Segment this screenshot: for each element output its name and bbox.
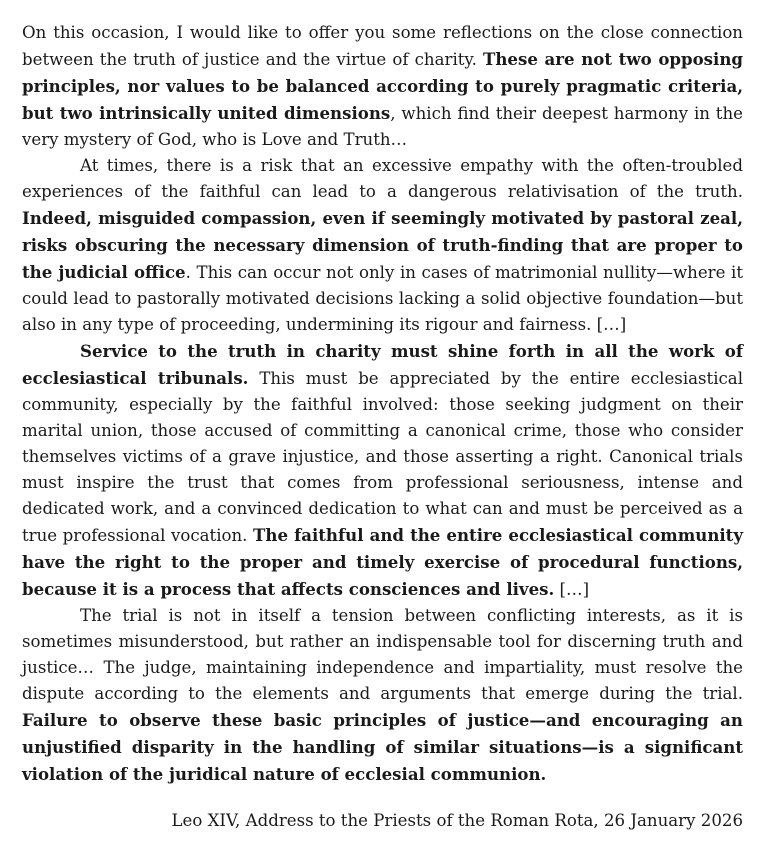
paragraph-2 [22,153,743,338]
paragraph-4-run-1: The trial is not in itself a tension between conflicting interests, as it is sometimes misunderstood, but rather an indispensable tool for discerning truth and justice… The judge, maintaining independence and impartiality, must resolve the dispute according to the elements and arguments that emerge during the trial. [22,606,743,703]
paragraph-1-bold-run: These are not two opposing principles, nor values to be balanced according to purely pragmatic criteria, but two intrinsically united dimensions [22,49,743,123]
paragraph-1-run-1: On this occasion, I would like to offer you some reflections on the close connection between the truth of justice and the virtue of charity. [22,23,743,69]
paragraph-3-bold-run-2: The faithful and the entire ecclesiastical community have the right to the proper and timely exercise of procedural functions, because it is a process that affects consciences and lives. [22,525,743,599]
paragraph-4-bold-run: Failure to observe these basic principles of justice—and encouraging an unjustified disparity in the handling of similar situations—is a significant violation of the juridical nature of ecclesial communion. [22,710,743,784]
paragraph-4 [22,603,743,788]
attribution: Leo XIV, Address to the Priests of the Roman Rota, 26 January 2026 [171,811,743,830]
paragraph-1 [22,20,743,153]
paragraph-3-run-4: […] [554,580,590,599]
paragraph-3 [22,338,743,603]
paragraph-3-run-2: This must be appreciated by the entire ecclesiastical community, especially by the faithful involved: those seeking judgment on their marital union, those accused of committing a canonical crime, those who consider themselves victims of a grave injustice, and those asserting a right. Canonical trials must inspire the trust that comes from professional seriousness, intense and dedicated work, and a convinced dedication to what can and must be perceived as a true professional vocation. [22,369,743,545]
paragraph-2-run-3: . This can occur not only in cases of matrimonial nullity—where it could lead to pastorally motivated decisions lacking a solid objective foundation—but also in any type of proceeding, undermining its rigour and fairness. […] [22,263,744,334]
paragraph-2-run-1: At times, there is a risk that an excessive empathy with the often-troubled experiences of the faithful can lead to a dangerous relativisation of the truth. [22,156,743,201]
paragraph-2-bold-run: Indeed, misguided compassion, even if seemingly motivated by pastoral zeal, risks obscuring the necessary dimension of truth-finding that are proper to the judicial office [22,208,743,282]
paragraph-3-bold-run-1: Service to the truth in charity must shine forth in all the work of ecclesiastical tribunals. [22,341,743,388]
document-body [22,20,743,834]
paragraph-1-run-3: , which find their deepest harmony in the very mystery of God, who is Love and Truth… [22,104,743,149]
